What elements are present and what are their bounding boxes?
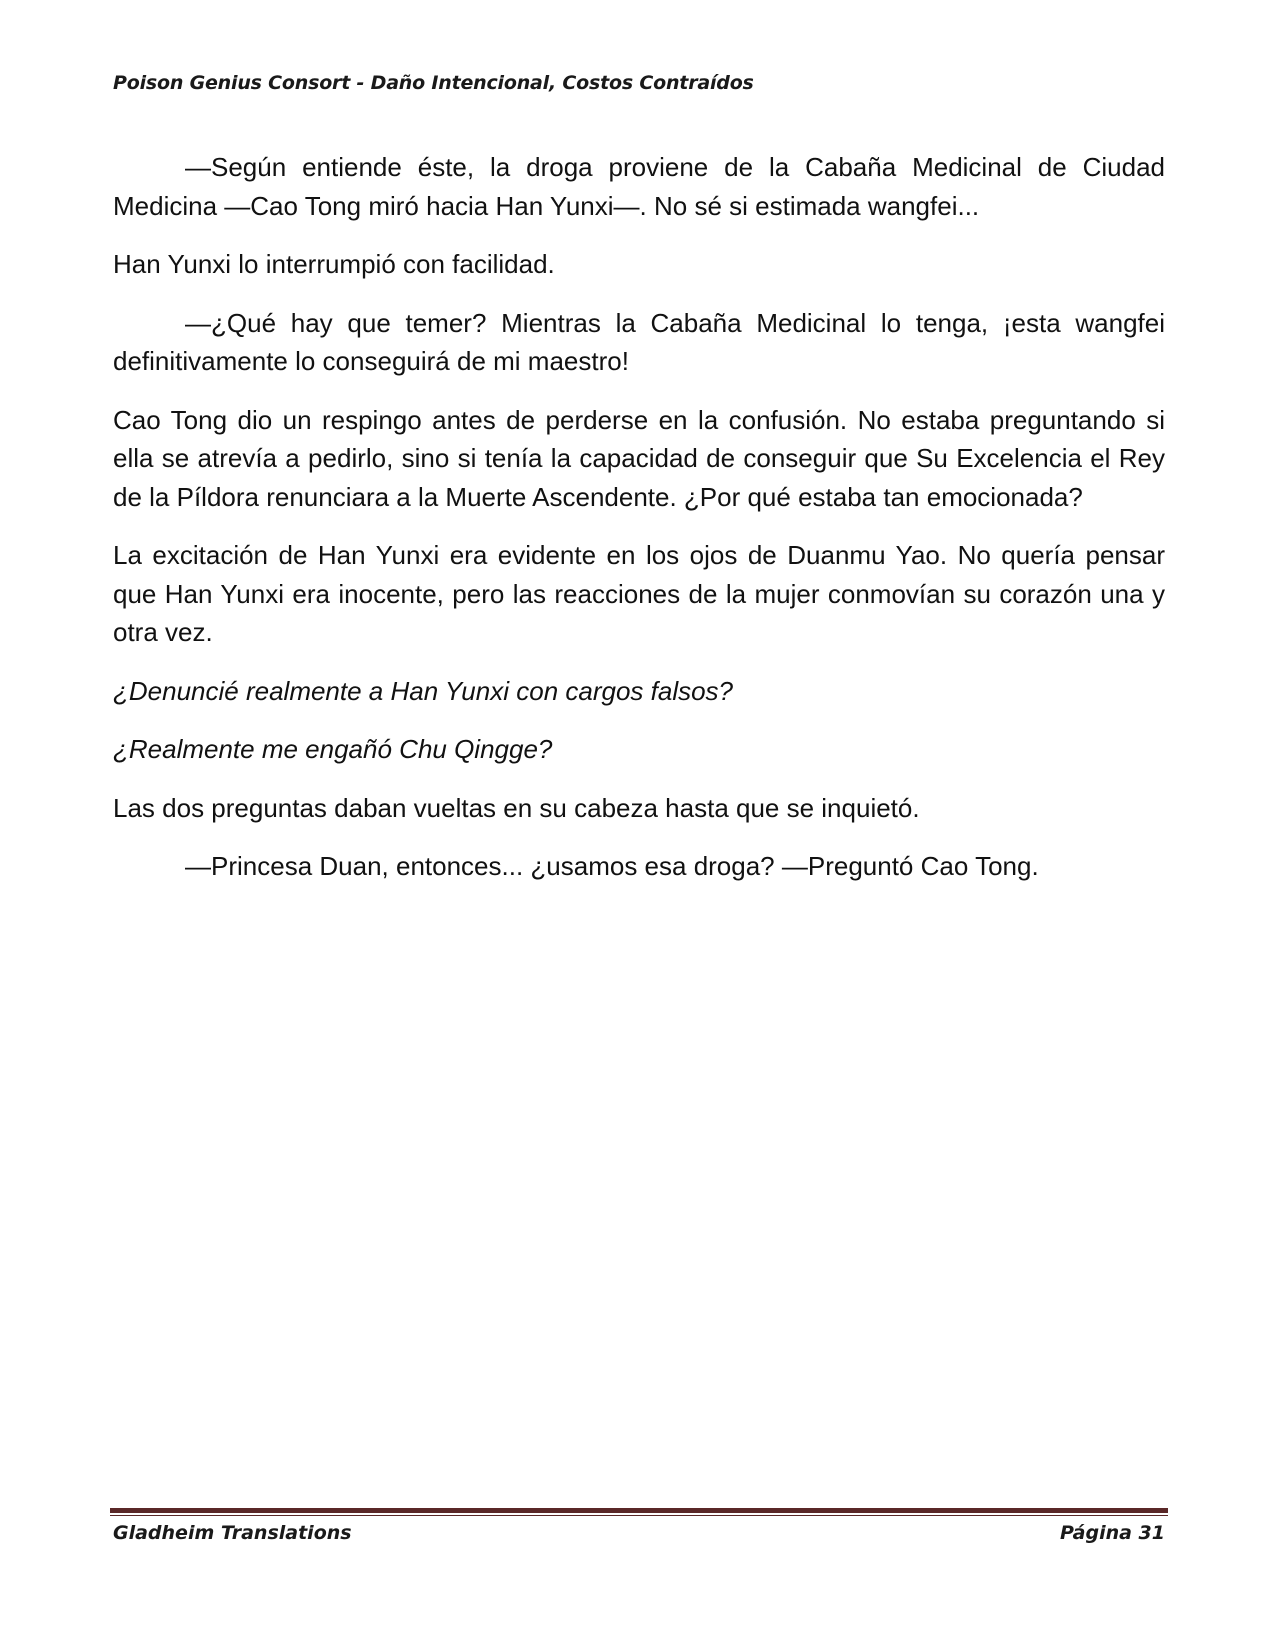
footer-divider-thin <box>110 1515 1168 1516</box>
paragraph-narration-3: La excitación de Han Yunxi era evidente en los ojos de Duanmu Yao. No quería pensar que Han Yunxi era inocente, pero las reacciones de la mujer conmovían su corazón una y otra vez. <box>113 540 1165 647</box>
paragraph-narration-1: Han Yunxi lo interrumpió con facilidad. <box>113 249 555 279</box>
paragraph-narration-4: Las dos preguntas daban vueltas en su cabeza hasta que se inquietó. <box>113 792 920 823</box>
paragraph-thought-1: ¿Denuncié realmente a Han Yunxi con cargos falsos? <box>113 675 734 706</box>
footer-page-number: Página 31 <box>1059 1522 1165 1544</box>
footer-publisher: Gladheim Translations <box>113 1522 352 1544</box>
paragraph-dialogue-3: —Princesa Duan, entonces... ¿usamos esa droga? —Preguntó Cao Tong. <box>185 851 1039 881</box>
document-body <box>113 148 1165 906</box>
page-header-title: Poison Genius Consort - Daño Intencional, Costos Contraídos <box>113 72 754 94</box>
paragraph-thought-2: ¿Realmente me engañó Chu Qingge? <box>113 734 553 764</box>
paragraph-narration-2: Cao Tong dio un respingo antes de perderse en la confusión. No estaba preguntando si ella se atrevía a pedirlo, sino si tenía la capacidad de conseguir que Su Excelencia el Rey de la Píldora renunciara a la Muerte Ascendente. ¿Por qué estaba tan emocionada? <box>113 404 1165 512</box>
footer-divider-thick <box>110 1508 1168 1513</box>
footer-divider <box>110 1508 1168 1516</box>
paragraph-dialogue-1: —Según entiende éste, la droga proviene de la Cabaña Medicinal de Ciudad Medicina —Cao Tong miró hacia Han Yunxi—. No sé si estimada wangfei... <box>113 152 1165 221</box>
paragraph-dialogue-2: —¿Qué hay que temer? Mientras la Cabaña Medicinal lo tenga, ¡esta wangfei definitivamente lo conseguirá de mi maestro! <box>113 307 1165 376</box>
